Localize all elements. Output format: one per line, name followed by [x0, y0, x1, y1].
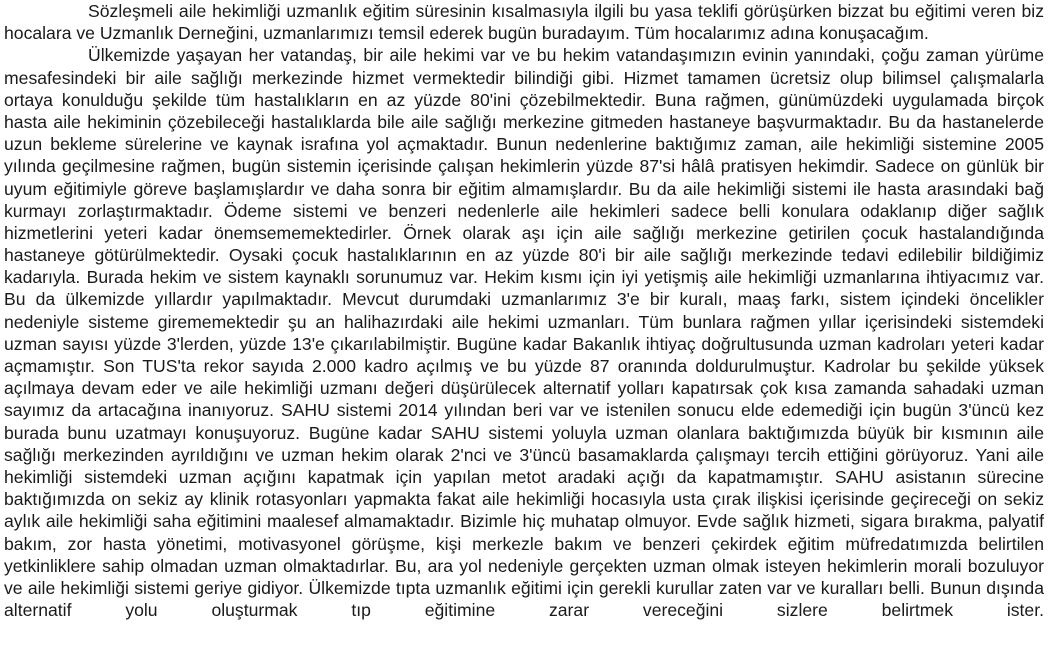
text-line: hastaneye götürülmektedir. Oysaki çocuk hastalıklarının en az yüzde 80'i bir aile sağlığı merkezinde tedavi edilebilir bildiğimiz [4, 245, 1044, 266]
text-line [4, 643, 1044, 665]
text-line: nedeniyle sisteme girememektedir şu an halihazırdaki aile hekimi uzmanları. Tüm bunlara rağmen yıllar içerisindeki sistemdeki [4, 311, 1044, 332]
text-line: kurmayı zorlaştırmaktadır. Ödeme sistemi ve benzeri nedenlerle aile hekimleri sadece belli konulara odaklanıp diğer sağlık [4, 200, 1044, 221]
text-line: sağlığı merkezinden ayrıldığını ve uzman hekim olarak 2'nci ve 3'üncü basamaklarda çalışmayı tercih ettiğini görüyoruz. Yani aile [4, 444, 1044, 465]
text-line: aylık aile hekimliği saha eğitimini maalesef almamaktadır. Bizimle hiç muhatap olmuyor. Evde sağlık hizmeti, sigara bırakma, palyatif [4, 511, 1044, 532]
paragraph-2 [4, 44, 1044, 665]
text-line: bakım, zor hasta yönetimi, motivasyonel görüşme, kişi merkezle bakım ve benzeri çekirdek eğitim müfredatımızda belirtilen [4, 533, 1044, 554]
text-line: ortaya konulduğu şekilde tüm hastalıkların en az yüzde 80'ini çözebilmektedir. Buna rağmen, günümüzdeki uygulamada birçok [4, 89, 1044, 110]
text-line: mesafesindeki bir aile sağlığı merkezinde hizmet vermektedir bilindiği gibi. Hizmet tamamen ücretsiz olup bilimsel çalışmalarla [4, 67, 1044, 88]
text-line: hizmetlerini yeteri kadar önemsememektedirler. Örnek olarak aşı için aile sağlığı merkezine getirilen çocuk hastalandığında [4, 222, 1044, 243]
text-line: hocalara ve Uzmanlık Derneğini, uzmanlarımızı temsil ederek bugün buradayım. Tüm hocalarımız adına konuşacağım. [4, 23, 929, 44]
text-line [4, 621, 1044, 643]
text-line: yetkinliklere sahip olmadan uzman olmaktadırlar. Bu, ara yol nedeniyle gerçekten uzman olmak isteyen hekimlerin morali bozuluyor [4, 555, 1044, 576]
text-line: alternatif yolu oluşturmak tıp eğitimine zarar vereceğini sizlere belirtmek ister. [4, 600, 1044, 621]
text-line: baktığımızda on sekiz ay klinik rotasyonları yapmakta fakat aile hekimliği hocasıyla usta çırak ilişkisi içerisinde geçireceği on sekiz [4, 489, 1044, 510]
text-line: Ülkemizde yaşayan her vatandaş, bir aile hekimi var ve bu hekim vatandaşımızın evinin yanındaki, çoğu zaman yürüme [88, 45, 1044, 66]
text-line: açılmaya devam eder ve aile hekimliği uzmanı değeri düşürülecek alternatif yolları kapatırsak çok kısa zamanda sahadaki uzman [4, 378, 1044, 399]
text-line: hasta aile hekiminin çözebileceği hastalıklarda bile aile sağlığı merkezine gitmeden hastaneye başvurmaktadır. Bu da hastanelerde [4, 111, 1044, 132]
text-line: sayımız da artacağına inanıyoruz. SAHU sistemi 2014 yılından beri var ve istenilen sonucu elde edemediği için bugün 3'üncü kez [4, 400, 1044, 421]
text-line: açmamıştır. Son TUS'ta rekor sayıda 2.000 kadro açılmış ve bu yüzde 87 oranında doldurulmuştur. Kadrolar bu şekilde yüksek [4, 356, 1044, 376]
text-line: Bu da ülkemizde yıllardır yapılmaktadır. Mevcut durumdaki uzmanlarımız 3'e bir kuralı, maaş farkı, sistem içindeki öncelikler [4, 289, 1044, 310]
text-line: uzun bekleme sürelerine ve kaynak israfına yol açmaktadır. Bunun nedenlerine baktığımız zaman, aile hekimliği sistemine 2005 [4, 134, 1044, 155]
text-line: burada bunu uzatmayı konuşuyoruz. Bugüne kadar SAHU sistemi yoluyla uzman olanlara baktığımızda büyük bir kısmının aile [4, 422, 1044, 443]
text-line: ve aile hekimliği sistemi geriye gidiyor. Ülkemizde tıpta uzmanlık eğitimi için gerekli kurullar zaten var ve kuralları belli. Bunun dışında [4, 577, 1044, 598]
text-line: uyum eğitimiyle göreve başlamışlardır ve daha sonra bir eğitim almamışlardır. Bu da aile hekimliği sistemi ile hasta arasındaki bağ [4, 178, 1044, 199]
text-line: Sözleşmeli aile hekimliği uzmanlık eğitim süresinin kısalmasıyla ilgili bu yasa teklifi görüşürken bizzat bu eğitimi veren biz [88, 1, 1044, 21]
paragraph-1 [4, 0, 1044, 44]
text-line: uzman sayısı yüzde 3'lerden, yüzde 13'e çıkarılabilmiştir. Bugüne kadar Bakanlık ihtiyaç doğrultusunda uzman kadroları yeteri kadar [4, 333, 1044, 354]
text-line: yılında geçilmesine rağmen, bugün sistemin içerisinde çalışan hekimlerin yüzde 87'si hâlâ pratisyen hekimdir. Sadece on günlük bir [4, 156, 1044, 177]
text-line: hekimliği sistemdeki uzman açığını kapatmak için yapılan metot aradaki açığı da kapatmamıştır. SAHU asistanın sürecine [4, 466, 1044, 487]
text-line: kadarıyla. Burada hekim ve sistem kaynaklı sorunumuz var. Hekim kısmı için iyi yetişmiş aile hekimliği uzmanlarına ihtiyacımız var. [4, 267, 1044, 288]
